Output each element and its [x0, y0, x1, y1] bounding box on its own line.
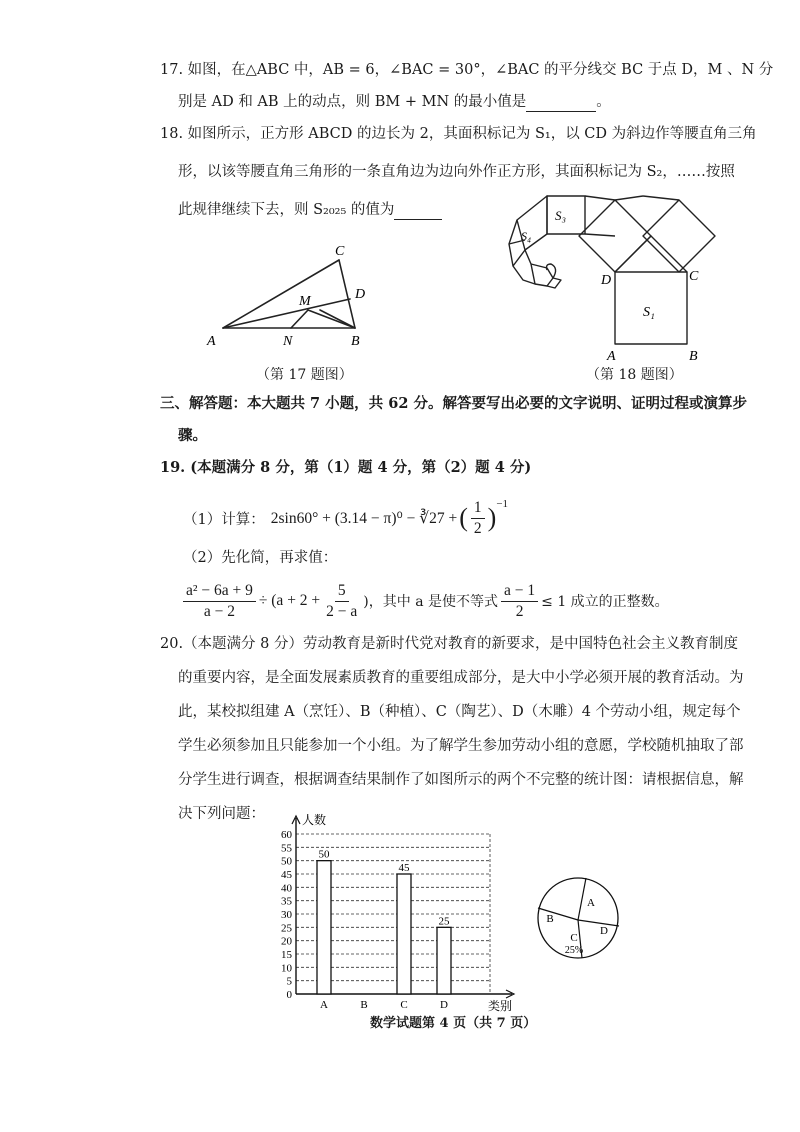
x-tick-label: D [440, 999, 448, 1011]
figure-18 [495, 180, 720, 365]
y-tick-label: 15 [281, 949, 292, 961]
figure-18-caption: （第 18 题图） [586, 367, 683, 383]
q18-line-3-text: 此规律继续下去，则 S₂₀₂₅ 的值为 [178, 202, 395, 218]
q20-line-4: 学生必须参加且只能参加一个小组。为了解学生参加劳动小组的意愿，学校随机抽取了部 [178, 738, 744, 754]
label-s3: S₃ [555, 208, 567, 223]
y-tick-label: 55 [281, 842, 292, 855]
bar [437, 927, 451, 994]
q17-line-2-end: 。 [596, 94, 611, 110]
q19-frac-ineq [501, 581, 538, 622]
bar [397, 874, 411, 994]
label-c: C [335, 244, 345, 259]
label-a: A [207, 334, 216, 349]
x-tick-label: B [360, 999, 368, 1011]
y-tick-label: 10 [281, 962, 292, 975]
q18-answer-blank [394, 203, 442, 220]
q19-frac-b-num: 5 [335, 581, 349, 602]
q19-part1-frac [471, 498, 485, 539]
q20-line-1: 20.（本题满分 8 分）劳动教育是新时代党对教育的新要求，是中国特色社会主义教育制度 [160, 636, 738, 652]
q20-line-3: 此，某校拟组建 A（烹饪）、B（种植）、C（陶艺）、D（木雕）4 个劳动小组，规定每个 [178, 704, 741, 720]
x-tick-label: C [400, 999, 408, 1011]
label-m: M [299, 294, 311, 309]
label-c-18: C [689, 269, 699, 284]
q18-line-2: 形，以该等腰直角三角形的一条直角边为边向外作正方形，其面积标记为 S₂，……按照 [178, 164, 735, 180]
q20-line-6: 决下列问题： [178, 806, 265, 822]
bar-data-label: 45 [398, 862, 410, 874]
pie-slice-label: A [587, 897, 595, 909]
bar-data-label: 50 [318, 848, 330, 861]
section-3-line-1: 三、解答题：本大题共 7 小题，共 62 分。解答要写出必要的文字说明、证明过程或演算步 [160, 395, 747, 412]
q17-line-1: 17. 如图，在△ABC 中，AB = 6，∠BAC = 30°，∠BAC 的平分线交 BC 于点 D，M 、N 分 [160, 62, 774, 78]
section-3-line-2: 骤。 [178, 427, 207, 444]
edge-4 [643, 196, 679, 200]
segment-aux [320, 310, 355, 328]
q19-ineq-den: 2 [515, 602, 524, 620]
pie-slice-label: D [600, 925, 608, 937]
q19-part1: （1）计算： 2sin60° + (3.14 − π)⁰ − ∛27 + ( $\frac{1}{2}$ ) $^{-1}$ [183, 498, 509, 537]
y-tick-label: 0 [286, 989, 292, 1001]
y-tick-label: 60 [281, 829, 292, 841]
q17-line-2 [178, 92, 611, 112]
q18-line-3 [178, 200, 442, 220]
page-footer: 数学试题第 4 页（共 7 页） [370, 1016, 537, 1031]
q19-ineq-tail: ≤ 1 成立的正整数。 [541, 594, 669, 610]
y-tick-label: 45 [281, 869, 292, 881]
bar-data-label: 25 [438, 915, 450, 928]
q17-answer-blank [526, 95, 596, 112]
bar-chart [270, 812, 530, 1014]
q19-frac-a-den: a − 2 [203, 602, 235, 620]
q19-part1-label: （1）计算： [183, 511, 265, 528]
x-axis-label: 类别 [488, 999, 513, 1013]
q17-line-2-text: 别是 AD 和 AB 上的动点，则 BM + MN 的最小值是 [178, 94, 527, 110]
q19-frac-b-den: 2 − a [326, 602, 358, 620]
q18-line-1: 18. 如图所示，正方形 ABCD 的边长为 2，其面积标记为 S₁，以 CD 为斜边作等腰直角三角 [160, 126, 757, 142]
y-tick-label: 40 [281, 882, 292, 895]
q19-part1-exp: −1 [496, 498, 509, 510]
label-a-18: A [607, 349, 616, 364]
label-s1: S₁ [643, 305, 655, 320]
q19-header: 19. (本题满分 8 分，第（1）题 4 分，第（2）题 4 分) [160, 459, 532, 476]
label-b-18: B [689, 349, 698, 364]
label-s4: S₄ [521, 229, 532, 243]
q20-line-5: 分学生进行调查，根据调查结果制作了如图所示的两个不完整的统计图：请根据信息，解 [178, 772, 744, 788]
segment-cb [339, 260, 355, 328]
q19-part2-expr [180, 578, 669, 624]
y-tick-label: 5 [286, 975, 292, 988]
square-s2-right [643, 200, 715, 272]
triangle-1 [615, 236, 687, 272]
pie-slice-percent: 25% [564, 945, 584, 956]
edge-1 [585, 196, 615, 200]
label-d: D [355, 287, 366, 302]
q19-expr-div: ÷ (a + 2 + [258, 592, 321, 609]
segment-ad [223, 299, 350, 328]
q19-frac-b [323, 581, 360, 622]
label-d-18: D [601, 273, 612, 288]
label-n: N [283, 334, 293, 349]
figure-17 [205, 242, 375, 354]
q19-frac-a [183, 581, 256, 622]
q20-line-2: 的重要内容，是全面发展素质教育的重要组成部分，是大中小学必须开展的教育活动。为 [178, 670, 744, 686]
edge-2 [585, 234, 615, 236]
q19-part2-label: （2）先化简，再求值： [183, 550, 338, 566]
y-tick-label: 30 [281, 909, 292, 921]
edge-3 [615, 196, 643, 200]
bar [317, 861, 331, 994]
y-tick-label: 50 [281, 855, 292, 868]
segment-ac [223, 260, 339, 328]
q19-expr-close: )，其中 a 是使不等式 [363, 594, 499, 610]
x-tick-label: A [320, 999, 328, 1011]
y-tick-label: 25 [281, 922, 292, 935]
pie-chart [528, 868, 628, 968]
label-b: B [351, 334, 360, 349]
small-2 [513, 250, 535, 284]
q19-part1-frac-num: 1 [471, 498, 485, 519]
figure-17-caption: （第 17 题图） [256, 367, 353, 383]
y-tick-label: 20 [281, 935, 292, 948]
q19-frac-a-num: a² − 6a + 9 [183, 581, 256, 602]
y-axis-label: 人数 [302, 813, 327, 827]
pie-slice-label: B [546, 913, 554, 925]
pie-slice-label: C [570, 932, 578, 944]
segment-bm [308, 310, 355, 328]
q19-part1-frac-den: 2 [473, 519, 482, 537]
y-tick-label: 35 [281, 895, 292, 908]
q19-part1-expr: 2sin60° + (3.14 − π)⁰ − ∛27 + [270, 509, 458, 527]
q19-ineq-num: a − 1 [501, 581, 538, 602]
